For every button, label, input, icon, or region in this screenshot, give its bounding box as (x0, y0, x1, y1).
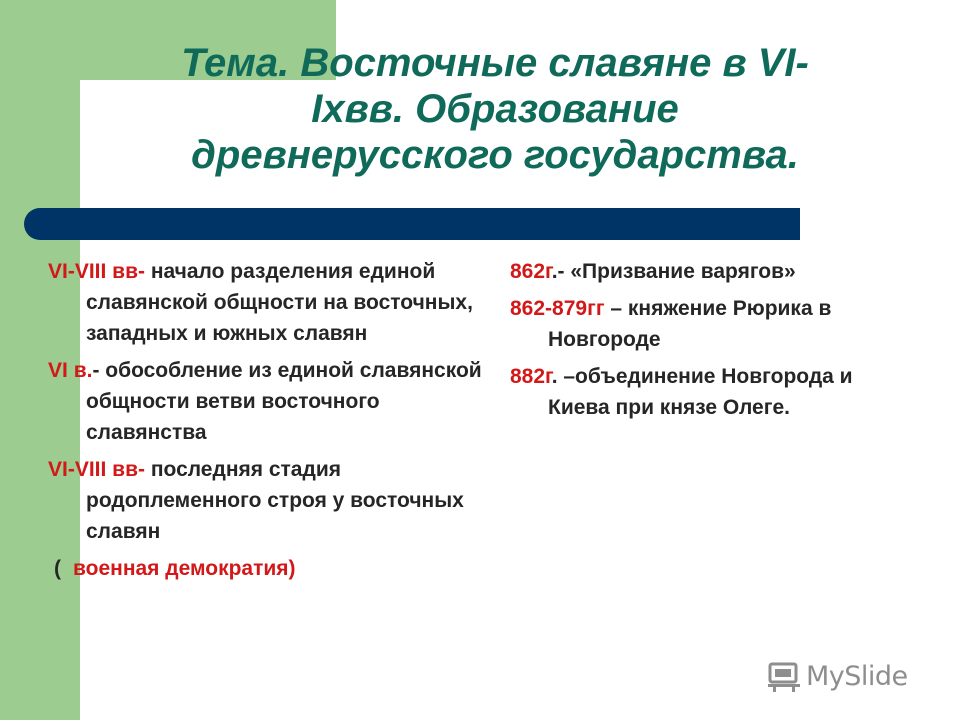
title-line-2: Ixвв. Образование (311, 87, 679, 131)
entry-date: в. (73, 359, 93, 382)
right-entry-1 (510, 256, 910, 287)
note-open-paren: ( (54, 557, 61, 580)
slide-stack-icon (766, 658, 802, 694)
entry-date-century: VI (48, 359, 74, 382)
divider-bar (24, 208, 800, 240)
title-line-3: древнерусского государства. (191, 133, 799, 177)
slide-title (90, 40, 900, 178)
left-note (48, 553, 488, 584)
left-column (48, 256, 488, 584)
title-line-1: Тема. Восточные славяне в VI- (181, 41, 809, 85)
myslide-watermark (766, 656, 908, 696)
entry-text: . –объединение Новгорода и Киева при князе Олеге. (548, 365, 853, 419)
entry-text: - обособление из единой славянской общности ветви восточного славянства (86, 359, 482, 444)
entry-date: VI-VIII вв- (48, 260, 145, 283)
entry-date: 882г (510, 365, 552, 388)
entry-date: 862-879гг (510, 297, 605, 320)
entry-text: начало разделения единой славянской общности на восточных, западных и южных славян (86, 260, 473, 345)
entry-text: последняя стадия родоплеменного строя у восточных славян (86, 458, 464, 543)
note-text: военная демократия) (73, 557, 296, 580)
left-entry-3 (48, 454, 488, 547)
right-entry-2 (510, 293, 910, 355)
entry-text: – княжение Рюрика в Новгороде (548, 297, 832, 351)
entry-date: 862г (510, 260, 552, 283)
entry-date: VI-VIII вв- (48, 458, 145, 481)
left-entry-1 (48, 256, 488, 349)
left-entry-2 (48, 355, 488, 448)
entry-text: .- «Призвание варягов» (551, 260, 796, 283)
right-column (510, 256, 910, 429)
right-entry-3 (510, 361, 910, 423)
watermark-text: MySlide (806, 660, 908, 692)
